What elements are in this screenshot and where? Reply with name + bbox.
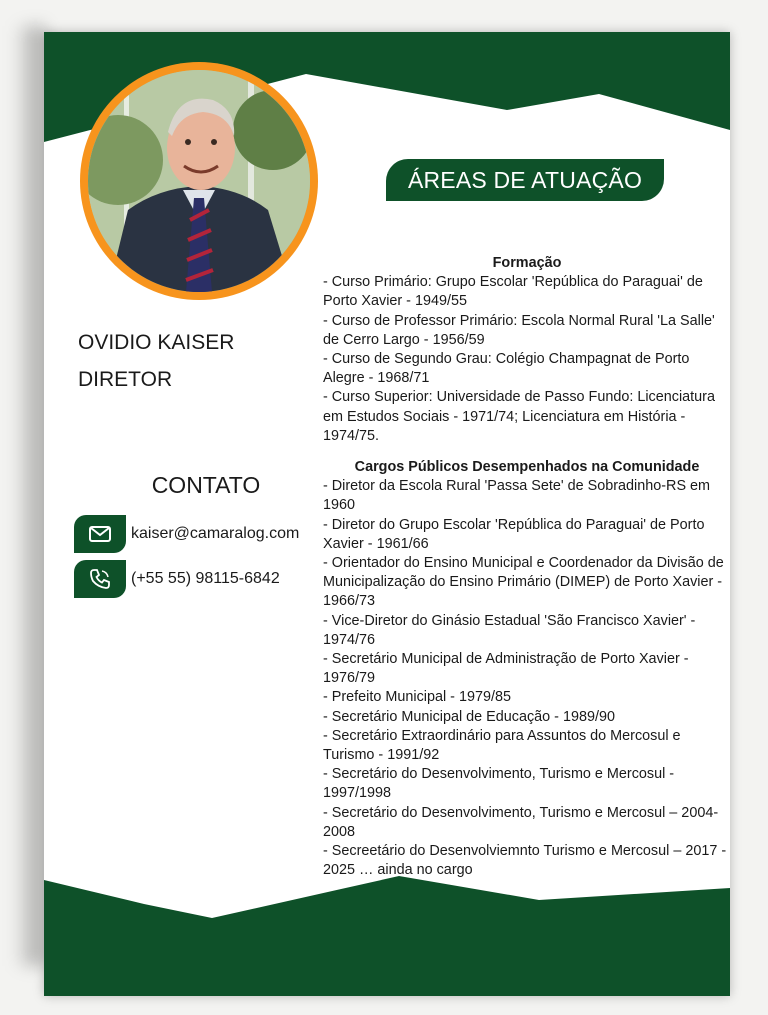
areas-heading: ÁREAS DE ATUAÇÃO	[407, 166, 643, 193]
formacao-item: - Curso Primário: Grupo Escolar 'República do Paraguai' de Porto Xavier - 1949/55	[323, 274, 703, 310]
person-name: OVIDIO KAISER	[78, 331, 235, 354]
formacao-item: - Curso Superior: Universidade de Passo Fundo: Licenciatura em Estudos Sociais - 1971/74; Licenciatura em História - 1974/75.	[323, 389, 715, 444]
cargos-item: - Vice-Diretor do Ginásio Estadual 'São Francisco Xavier' - 1974/76	[323, 612, 696, 648]
bottom-green-band	[44, 876, 730, 996]
person-role: DIRETOR	[78, 368, 173, 391]
areas-heading-pill	[386, 159, 664, 201]
cargos-item: - Orientador do Ensino Municipal e Coordenador da Divisão de Municipalização do Ensino Primário (DIMEP) de Porto Xavier - 1966/73	[323, 555, 724, 610]
phone-icon	[74, 560, 126, 598]
phone-text[interactable]: (+55 55) 98115-6842	[131, 570, 280, 587]
cargos-heading: Cargos Públicos Desempenhados na Comunidade	[354, 459, 700, 476]
profile-photo-frame	[80, 62, 318, 300]
profile-photo	[88, 70, 310, 292]
email-row	[74, 515, 299, 553]
cargos-item: - Diretor da Escola Rural 'Passa Sete' de Sobradinho-RS em 1960	[323, 478, 711, 514]
envelope-icon	[74, 515, 126, 553]
page-shadow	[14, 26, 44, 966]
resume-sheet	[44, 32, 730, 996]
cargos-item: - Secretário do Desenvolvimento, Turismo e Mercosul - 1997/1998	[323, 766, 675, 802]
phone-row	[74, 560, 280, 598]
cargos-item: - Secretário Municipal de Educação - 1989/90	[323, 708, 615, 725]
name-block	[78, 324, 234, 398]
cargos-item: - Prefeito Municipal - 1979/85	[323, 689, 511, 706]
formacao-heading: Formação	[492, 255, 562, 271]
email-text[interactable]: kaiser@camaralog.com	[131, 525, 300, 542]
cargos-item: - Secretário Extraordinário para Assuntos do Mercosul e Turismo - 1991/92	[323, 727, 681, 764]
cargos-item: - Secretário do Desenvolvimento, Turismo e Mercosul – 2004-2008	[323, 804, 719, 840]
formacao-item: - Curso de Professor Primário: Escola Normal Rural 'La Salle' de Cerro Largo - 1956/59	[323, 312, 715, 348]
cargos-item: - Secretário Municipal de Administração de Porto Xavier - 1976/79	[323, 651, 689, 687]
details-content	[323, 254, 730, 881]
cargos-item: - Secreetário do Desenvolviemnto Turismo e Mercosul – 2017 - 2025 … ainda no cargo	[323, 843, 727, 879]
formacao-item: - Curso de Segundo Grau: Colégio Champagnat de Porto Alegre - 1968/71	[323, 351, 690, 387]
cargos-item: - Diretor do Grupo Escolar 'República do Paraguai' de Porto Xavier - 1961/66	[323, 516, 705, 552]
section-spacer	[323, 446, 730, 458]
contact-heading: CONTATO	[151, 472, 261, 498]
